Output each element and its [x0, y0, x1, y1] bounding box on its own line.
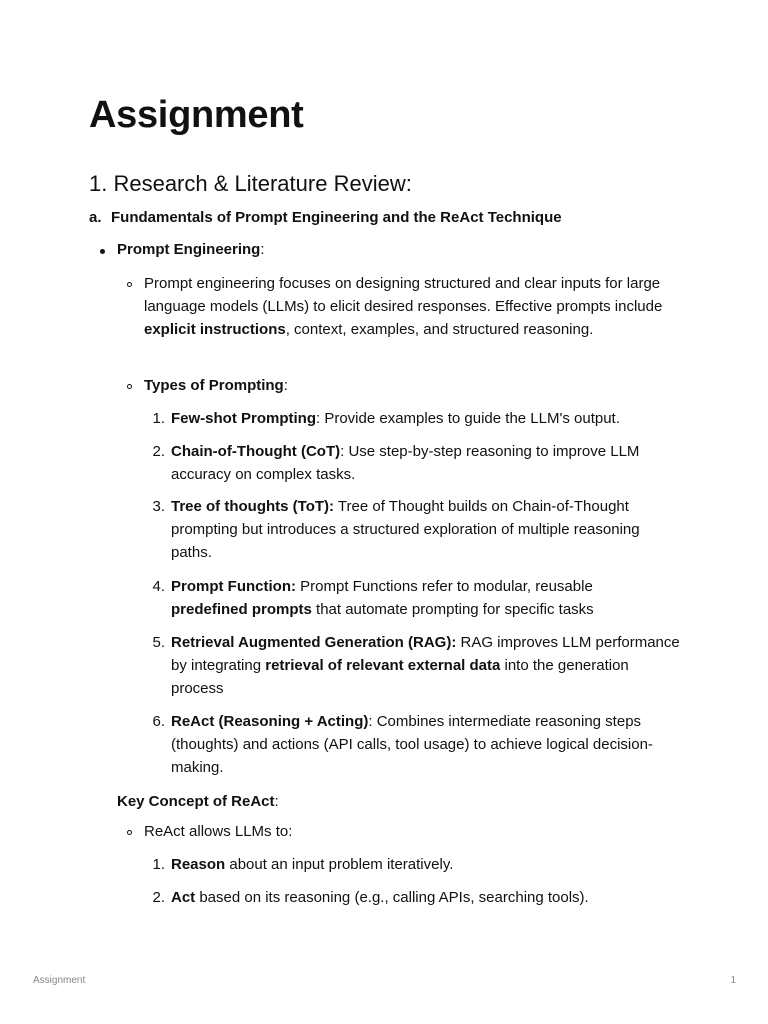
list-number: 1.: [152, 410, 165, 427]
bullet-circle-icon: [127, 384, 132, 389]
list-item-chain-of-thought: Chain-of-Thought (CoT): Use step-by-step reasoning to improve LLM accuracy on complex tasks.: [171, 443, 640, 483]
list-number: 1.: [152, 856, 165, 873]
list-number: 2.: [152, 889, 165, 906]
list-number: 6.: [152, 713, 165, 730]
page-number: 1: [730, 975, 736, 986]
list-item-reason: Reason about an input problem iteratively.: [171, 856, 454, 873]
bullet-disc-icon: [100, 249, 105, 254]
list-item-react: ReAct (Reasoning + Acting): Combines intermediate reasoning steps (thoughts) and actions (API calls, tool usage) to achieve logical decision-making.: [171, 713, 653, 776]
bullet-circle-icon: [127, 282, 132, 287]
section-heading: 1. Research & Literature Review:: [89, 171, 412, 196]
subsection-label: a.: [89, 209, 102, 226]
list-item-rag: Retrieval Augmented Generation (RAG): RAG improves LLM performance by integrating retrieval of relevant external data into the generation process: [171, 634, 680, 697]
footer-title: Assignment: [33, 975, 86, 986]
types-of-prompting-label: Types of Prompting:: [144, 377, 288, 394]
prompt-engineering-description: Prompt engineering focuses on designing structured and clear inputs for large language models (LLMs) to elicit desired responses. Effective prompts include explicit instructions, context, examples, and structured reasoning.: [144, 275, 663, 338]
subsection-heading: [89, 208, 562, 228]
list-item-tree-of-thoughts: Tree of thoughts (ToT): Tree of Thought builds on Chain-of-Thought prompting but introduces a structured exploration of multiple reasoning paths.: [171, 498, 640, 561]
react-intro: ReAct allows LLMs to:: [144, 823, 293, 840]
prompt-engineering-label: Prompt Engineering:: [117, 241, 265, 258]
key-concept-label: Key Concept of ReAct:: [117, 793, 279, 810]
list-item-act: Act based on its reasoning (e.g., calling APIs, searching tools).: [171, 889, 589, 906]
page-title: Assignment: [89, 94, 304, 136]
list-number: 3.: [152, 498, 165, 515]
bullet-circle-icon: [127, 830, 132, 835]
subsection-title: Fundamentals of Prompt Engineering and the ReAct Technique: [111, 209, 562, 226]
list-number: 4.: [152, 578, 165, 595]
list-item-prompt-function: Prompt Function: Prompt Functions refer to modular, reusable predefined prompts that automate prompting for specific tasks: [171, 578, 594, 618]
list-item-few-shot: Few-shot Prompting: Provide examples to guide the LLM's output.: [171, 410, 620, 427]
list-number: 2.: [152, 443, 165, 460]
list-number: 5.: [152, 634, 165, 651]
